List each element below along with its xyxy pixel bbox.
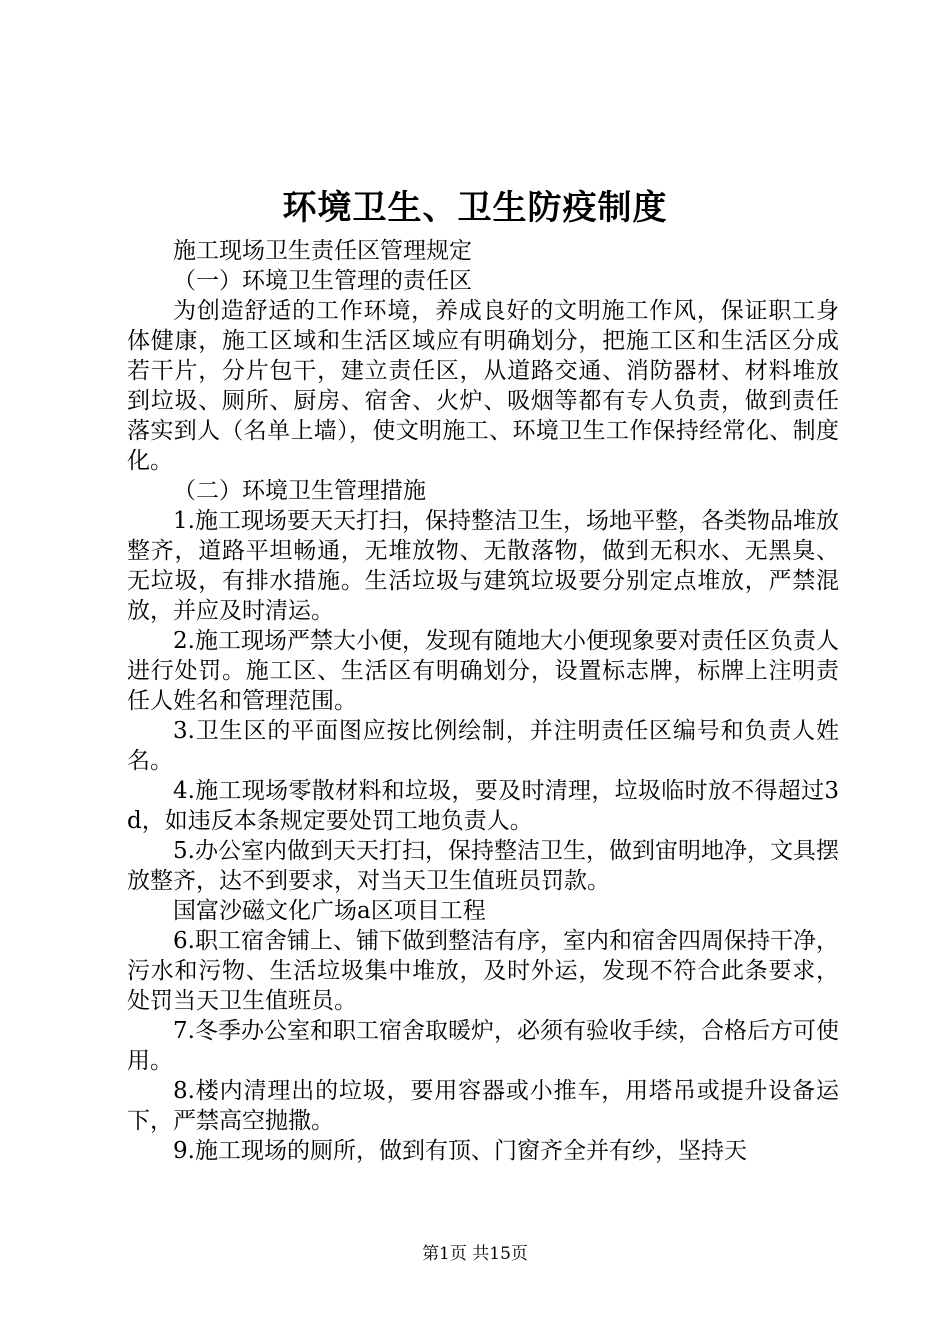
paragraph-item-8: 8.楼内清理出的垃圾，要用容器或小推车，用塔吊或提升设备运下，严禁高空抛撒。 [127, 1078, 839, 1134]
paragraph-item-7: 7.冬季办公室和职工宿舍取暖炉，必须有验收手续，合格后方可使用。 [127, 1018, 839, 1074]
paragraph-item-2: 2.施工现场严禁大小便，发现有随地大小便现象要对责任区负责人进行处罚。施工区、生活区有明确划分，设置标志牌，标牌上注明责任人姓名和管理范围。 [127, 628, 839, 714]
paragraph-subheading-2: （二）环境卫生管理措施 [173, 478, 426, 504]
paragraph-project-name: 国富沙磁文化广场a区项目工程 [173, 898, 486, 924]
page-number-footer: 第1页 共15页 [422, 1244, 528, 1264]
paragraph-subheading-1: （一）环境卫生管理的责任区 [173, 268, 472, 294]
paragraph-item-5: 5.办公室内做到天天打扫，保持整洁卫生，做到宙明地净，文具摆放整齐，达不到要求，对当天卫生值班员罚款。 [127, 838, 839, 894]
document-title: 环境卫生、卫生防疫制度 [282, 188, 668, 228]
paragraph-section-heading: 施工现场卫生责任区管理规定 [173, 238, 472, 264]
paragraph-responsibility-area: 为创造舒适的工作环境，养成良好的文明施工作风，保证职工身体健康，施工区域和生活区域应有明确划分，把施工区和生活区分成若干片，分片包干，建立责任区，从道路交通、消防器材、材料堆放到垃圾、厕所、厨房、宿舍、火炉、吸烟等都有专人负责，做到责任落实到人（名单上墙），使文明施工、环境卫生工作保持经常化、制度化。 [127, 298, 839, 474]
paragraph-item-6: 6.职工宿舍铺上、铺下做到整洁有序，室内和宿舍四周保持干净，污水和污物、生活垃圾集中堆放，及时外运，发现不符合此条要求，处罚当天卫生值班员。 [127, 928, 839, 1014]
document-body [127, 236, 839, 1166]
paragraph-item-1: 1.施工现场要天天打扫，保持整洁卫生，场地平整，各类物品堆放整齐，道路平坦畅通，无堆放物、无散落物，做到无积水、无黑臭、无垃圾，有排水措施。生活垃圾与建筑垃圾要分别定点堆放，严禁混放，并应及时清运。 [127, 508, 839, 624]
paragraph-item-4: 4.施工现场零散材料和垃圾，要及时清理，垃圾临时放不得超过3d，如违反本条规定要处罚工地负责人。 [127, 778, 839, 834]
paragraph-item-9: 9.施工现场的厕所，做到有顶、门窗齐全并有纱，坚持天 [173, 1138, 747, 1164]
paragraph-item-3: 3.卫生区的平面图应按比例绘制，并注明责任区编号和负责人姓名。 [127, 718, 839, 774]
